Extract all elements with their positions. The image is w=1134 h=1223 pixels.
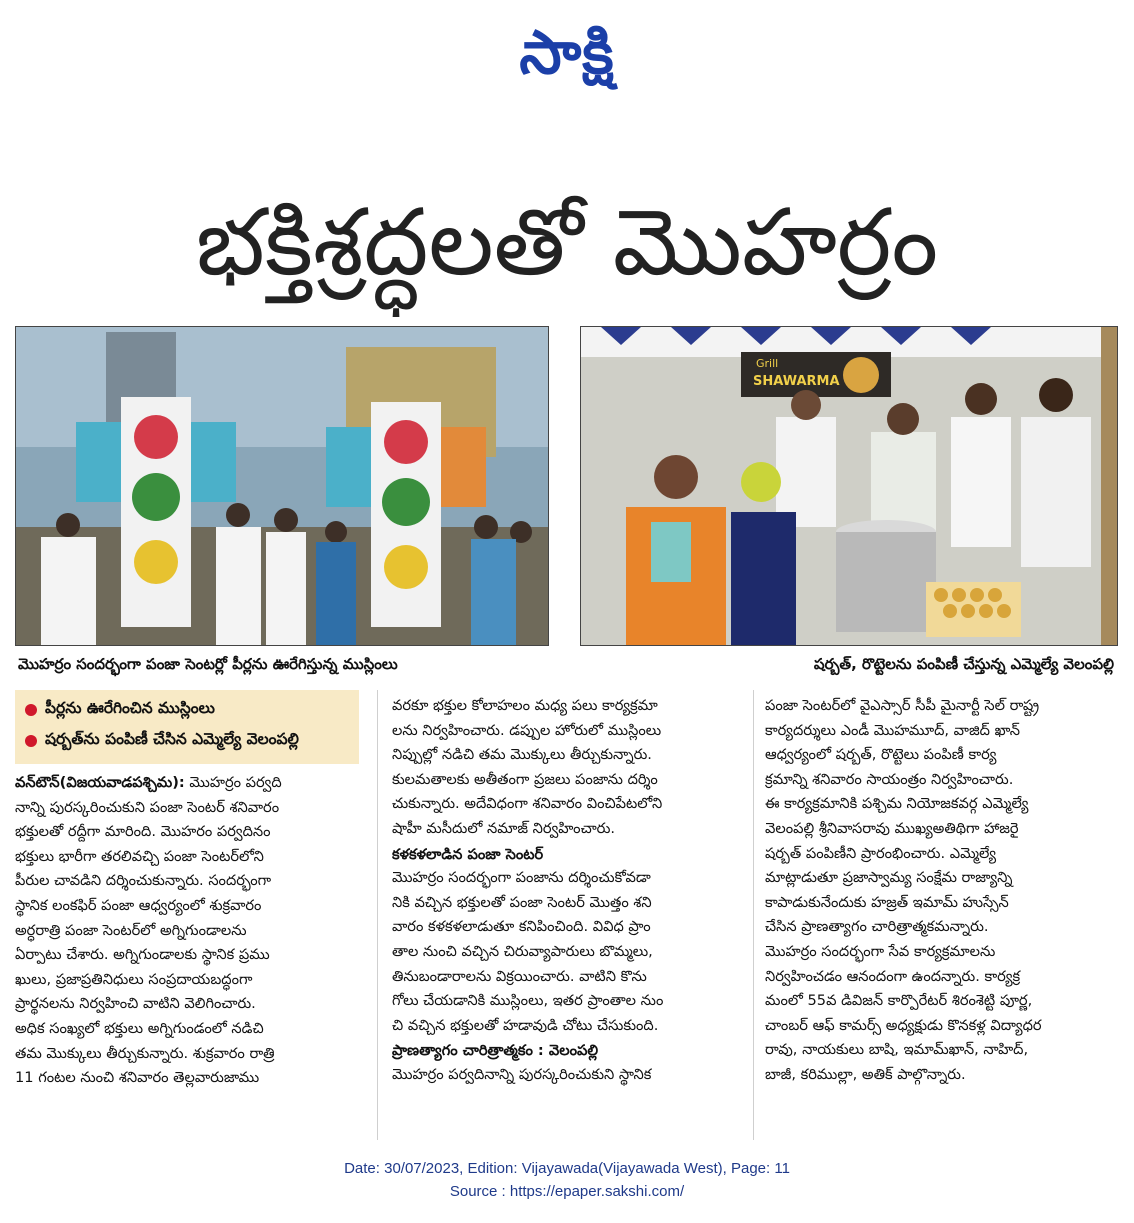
subheading: ప్రాణత్యాగం చారిత్రాత్మకం : వెలంపల్లి xyxy=(392,1039,598,1063)
article-column-1 xyxy=(15,771,363,1091)
photo-procession xyxy=(15,326,549,646)
article-line: మొహర్రం సందర్భంగా పంజాను దర్శించుకోవడా xyxy=(392,869,651,887)
article-line: కార్యదర్శులు ఎండీ మొహమూద్, వాజిద్ ఖాన్ xyxy=(765,721,1021,739)
article-line: క్రమాన్ని శనివారం సాయంత్రం నిర్వహించారు. xyxy=(765,770,1014,788)
article-column-3 xyxy=(765,694,1117,1088)
article-line: నికి వచ్చిన భక్తులతో పంజా సెంటర్ మొత్తం శని xyxy=(392,893,652,911)
column-divider xyxy=(753,690,754,1140)
article-line: మొహర్రం పర్వదినాన్ని పురస్కరించుకుని స్థానిక xyxy=(392,1065,652,1083)
sherbet-illustration xyxy=(581,327,1117,645)
article-line: నిర్వహించడం ఆనందంగా ఉందన్నారు. కార్యక్ర xyxy=(765,967,1021,985)
grill-sign: Grill xyxy=(756,357,779,370)
footer-source[interactable]: Source : https://epaper.sakshi.com/ xyxy=(449,1183,685,1200)
article-line: కులమతాలకు అతీతంగా ప్రజలు పంజాను దర్శిం xyxy=(392,770,658,788)
article-line: కాపాడుకునేందుకు హజ్రత్ ఇమామ్ హుస్సేన్ xyxy=(765,893,1009,911)
article-line: అర్ధరాత్రి పంజా సెంటర్‌లో అగ్నిగుండాలను xyxy=(15,921,247,939)
article-line: చేసిన ప్రాణత్యాగం చారిత్రాత్మకమన్నారు. xyxy=(765,918,989,936)
article-line: పంజా సెంటర్‌లో వైఎస్సార్ సీపీ మైనార్టీ సెల్ రాష్ట్ర xyxy=(765,697,1040,714)
article-line: లను నిర్వహించారు. డప్పుల హోరులో ముస్లింలు xyxy=(392,721,662,739)
article-line: మొహర్రం సందర్భంగా సేవ కార్యక్రమాలను xyxy=(765,942,996,960)
article-line: వెలంపల్లి శ్రీనివాసరావు ముఖ్యఅతిథిగా హాజరై xyxy=(765,819,1019,837)
article-line: తాల నుంచి వచ్చిన చిరువ్యాపారులు బొమ్మలు, xyxy=(392,942,653,960)
bullet-icon xyxy=(25,704,37,716)
caption-right: షర్బత్, రొట్టెలను పంపిణీ చేస్తున్న ఎమ్మెల్యే వెలంపల్లి xyxy=(813,655,1114,673)
article-line: ఖులు, ప్రజాప్రతినిధులు సంప్రదాయబద్ధంగా xyxy=(15,970,253,988)
article-line: మాట్లాడుతూ ప్రజాస్వామ్య సంక్షేమ రాజ్యాన్ని xyxy=(765,869,1013,887)
column-divider xyxy=(377,690,378,1140)
article-line: పీరుల చావడిని దర్శించుకున్నారు. సందర్భంగా xyxy=(15,872,272,890)
headline: భక్తిశ్రద్ధలతో మొహర్రం xyxy=(195,189,939,296)
procession-illustration xyxy=(16,327,548,645)
highlight-item xyxy=(15,694,359,725)
article-line: ఆధ్వర్యంలో షర్బత్, రొట్టెలు పంపిణీ కార్య xyxy=(765,746,997,764)
article-line: భక్తులతో రద్దీగా మారింది. మొహరం పర్వదినం xyxy=(15,823,271,841)
highlight-text: షర్బత్‌ను పంపిణీ చేసిన ఎమ్మెల్యే వెలంపల్లి xyxy=(45,729,299,748)
article-column-2 xyxy=(392,694,740,1088)
article-line: చి వచ్చిన భక్తులతో హడావుడి చోటు చేసుకుంది. xyxy=(392,1016,659,1034)
article-line: షాహీ మసీదులో నమాజ్ నిర్వహించారు. xyxy=(392,819,616,837)
article-line: నాన్ని పురస్కరించుకుని పంజా సెంటర్ శనివారం xyxy=(15,798,280,816)
sakshi-logo[interactable]: సాక్షి xyxy=(519,18,615,88)
article-line: మంలో 55వ డివిజన్ కార్పొరేటర్ శిరంశెట్టి పూర్ణ, xyxy=(765,992,1033,1010)
article-line: అధిక సంఖ్యలో భక్తులు అగ్నిగుండంలో నడిచి xyxy=(15,1019,264,1037)
article-line: 11 గంటల నుంచి శనివారం తెల్లవారుజాము xyxy=(15,1069,260,1087)
subheading: కళకళలాడిన పంజా సెంటర్ xyxy=(392,843,543,867)
article-line: ఈ కార్యక్రమానికి పశ్చిమ నియోజకవర్గ ఎమ్మెల్యే xyxy=(765,795,1029,813)
article-line: స్థానిక లంకఫిర్ పంజా ఆధ్వర్యంలో శుక్రవారం xyxy=(15,896,262,914)
highlight-item xyxy=(15,725,359,756)
article-line: వన్‌టౌన్(విజయవాడపశ్చిమ): మొహర్రం పర్వది xyxy=(15,774,282,791)
article-line: ఏర్పాటు చేశారు. అగ్నిగుండాలకు స్థానిక ప్రము xyxy=(15,946,270,964)
article-line: బాజీ, కరిముల్లా, అతిక్ పాల్గొన్నారు. xyxy=(765,1065,966,1083)
photo-sherbet-distribution xyxy=(580,326,1118,646)
shawarma-sign: SHAWARMA xyxy=(753,374,840,389)
article-line: రావు, నాయకులు బాషి, ఇమామ్‌ఖాన్, నాహిద్, xyxy=(765,1041,1029,1059)
article-line: తమ మొక్కులు తీర్చుకున్నారు. శుక్రవారం రాత్రి xyxy=(15,1044,275,1062)
masthead xyxy=(0,18,1134,88)
article-line: వారం కళకళలాడుతూ కనిపించింది. వివిధ ప్రాం xyxy=(392,918,651,936)
article-line: నిప్పుల్లో నడిచి తమ మొక్కులు తీర్చుకున్నారు. xyxy=(392,746,652,764)
article-line: ప్రార్థనలను నిర్వహించి వాటిని వెలిగించారు. xyxy=(15,995,256,1013)
article-line: వరకూ భక్తుల కోలాహలం మధ్య పలు కార్యక్రమా xyxy=(392,697,658,714)
caption-left: మొహర్రం సందర్భంగా పంజా సెంటర్లో పీర్లను ఊరేగిస్తున్న ముస్లింలు xyxy=(18,655,398,673)
dateline: వన్‌టౌన్(విజయవాడపశ్చిమ): xyxy=(15,774,185,791)
article-line: భక్తులు భారీగా తరలివచ్చి పంజా సెంటర్‌లోని xyxy=(15,847,264,865)
article-line: చుకున్నారు. అదేవిధంగా శనివారం వించిపేటలోని xyxy=(392,795,663,813)
highlight-text: పీర్లను ఊరేగించిన ముస్లింలు xyxy=(45,698,215,717)
article-line: గోలు చేయడానికి ముస్లింలు, ఇతర ప్రాంతాల నుం xyxy=(392,992,664,1010)
article-line: చాంబర్ ఆఫ్ కామర్స్ అధ్యక్షుడు కొనకళ్ల విద్యాధర xyxy=(765,1016,1042,1034)
bullet-icon xyxy=(25,735,37,747)
highlights-box xyxy=(15,690,359,764)
article-line: తినుబండారాలను విక్రయించారు. వాటిని కొను xyxy=(392,967,647,985)
article-line: షర్బత్ పంపిణీని ప్రారంభించారు. ఎమ్మెల్యే xyxy=(765,844,997,862)
footer-date: Date: 30/07/2023, Edition: Vijayawada(Vijayawada West), Page: 11 xyxy=(344,1160,790,1177)
